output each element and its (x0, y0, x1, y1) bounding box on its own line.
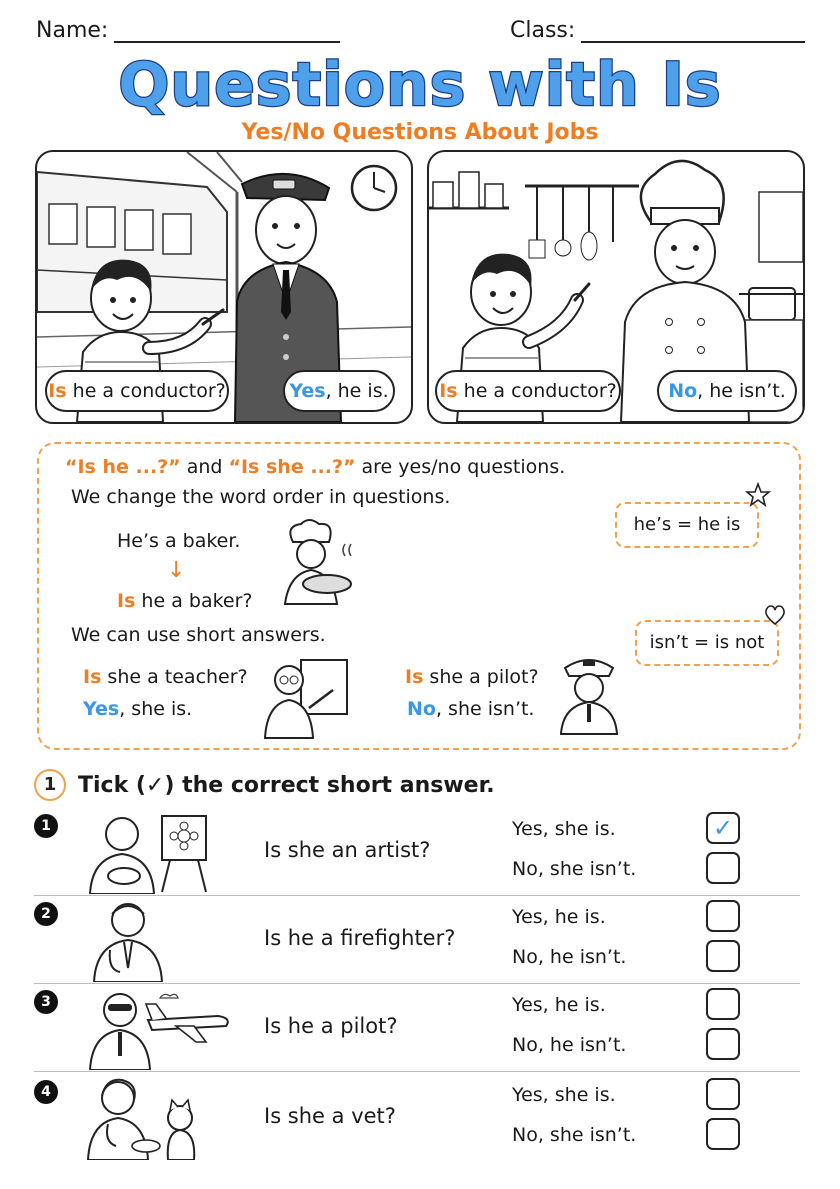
option-yes: Yes, he is. (512, 906, 606, 928)
heart-icon (763, 604, 787, 626)
exercise-item (34, 896, 800, 984)
arrow-down-icon: ↓ (167, 558, 186, 583)
pilot-woman-icon (557, 650, 621, 736)
example-pilot-answer: No, she isn’t. (407, 698, 535, 720)
comic-panel-chef (427, 150, 805, 424)
checkbox-yes[interactable]: ✓ (706, 812, 740, 844)
item-number: 2 (34, 902, 58, 926)
checkbox-no[interactable] (706, 1118, 740, 1150)
vet-icon (86, 1076, 226, 1160)
note-contraction-hes: he’s = he is (615, 502, 759, 548)
checkbox-no[interactable] (706, 940, 740, 972)
speech-bubble-answer: No, he isn’t. (657, 370, 797, 412)
exercise-item (34, 808, 800, 896)
class-label: Class: (510, 18, 576, 43)
doctor-icon (86, 898, 226, 982)
option-yes: Yes, he is. (512, 994, 606, 1016)
exercise-number: 1 (34, 769, 66, 801)
checkbox-yes[interactable] (706, 988, 740, 1020)
item-number: 3 (34, 990, 58, 1014)
option-no: No, he isn’t. (512, 1034, 627, 1056)
exercise-item (34, 984, 800, 1072)
exercise-header (34, 768, 495, 802)
name-blank[interactable] (114, 19, 340, 43)
grammar-line-3: We can use short answers. (71, 624, 326, 646)
example-statement: He’s a baker. (117, 530, 241, 552)
class-field[interactable] (510, 18, 805, 43)
example-teacher-question: Is she a teacher? (83, 666, 248, 688)
class-blank[interactable] (581, 19, 805, 43)
item-number: 4 (34, 1080, 58, 1104)
question-text: Is she an artist? (264, 838, 431, 862)
question-text: Is he a pilot? (264, 1014, 398, 1038)
teacher-icon (261, 654, 351, 740)
name-field[interactable] (36, 18, 340, 43)
worksheet-subtitle: Yes/No Questions About Jobs (241, 120, 599, 145)
exercise-item (34, 1074, 800, 1160)
question-text: Is she a vet? (264, 1104, 396, 1128)
checkbox-yes[interactable] (706, 1078, 740, 1110)
pilot-icon (86, 986, 236, 1070)
grammar-explanation-box (37, 442, 801, 750)
item-number: 1 (34, 814, 58, 838)
option-no: No, she isn’t. (512, 858, 637, 880)
speech-bubble-question: Is he a conductor? (45, 370, 229, 412)
name-label: Name: (36, 18, 109, 43)
checkbox-no[interactable] (706, 852, 740, 884)
option-no: No, she isn’t. (512, 1124, 637, 1146)
example-pilot-question: Is she a pilot? (405, 666, 539, 688)
example-question: Is he a baker? (117, 590, 253, 612)
example-teacher-answer: Yes, she is. (83, 698, 193, 720)
artist-icon (86, 810, 226, 894)
option-yes: Yes, she is. (512, 818, 616, 840)
speech-bubble-answer: Yes, he is. (283, 370, 395, 412)
option-no: No, he isn’t. (512, 946, 627, 968)
worksheet-title: Questions with Is (118, 50, 722, 120)
grammar-line-1: “Is he ...?” and “Is she ...?” are yes/no questions. (65, 456, 566, 478)
grammar-line-2: We change the word order in questions. (71, 486, 451, 508)
baker-icon (275, 516, 365, 606)
star-icon (745, 482, 771, 508)
checkbox-yes[interactable] (706, 900, 740, 932)
checkbox-no[interactable] (706, 1028, 740, 1060)
option-yes: Yes, she is. (512, 1084, 616, 1106)
exercise-instruction: Tick (✓) the correct short answer. (78, 772, 495, 798)
comic-panel-conductor (35, 150, 413, 424)
speech-bubble-question: Is he a conductor? (435, 370, 621, 412)
row-divider (34, 1071, 800, 1072)
question-text: Is he a firefighter? (264, 926, 456, 950)
note-contraction-isnt: isn’t = is not (635, 620, 779, 666)
